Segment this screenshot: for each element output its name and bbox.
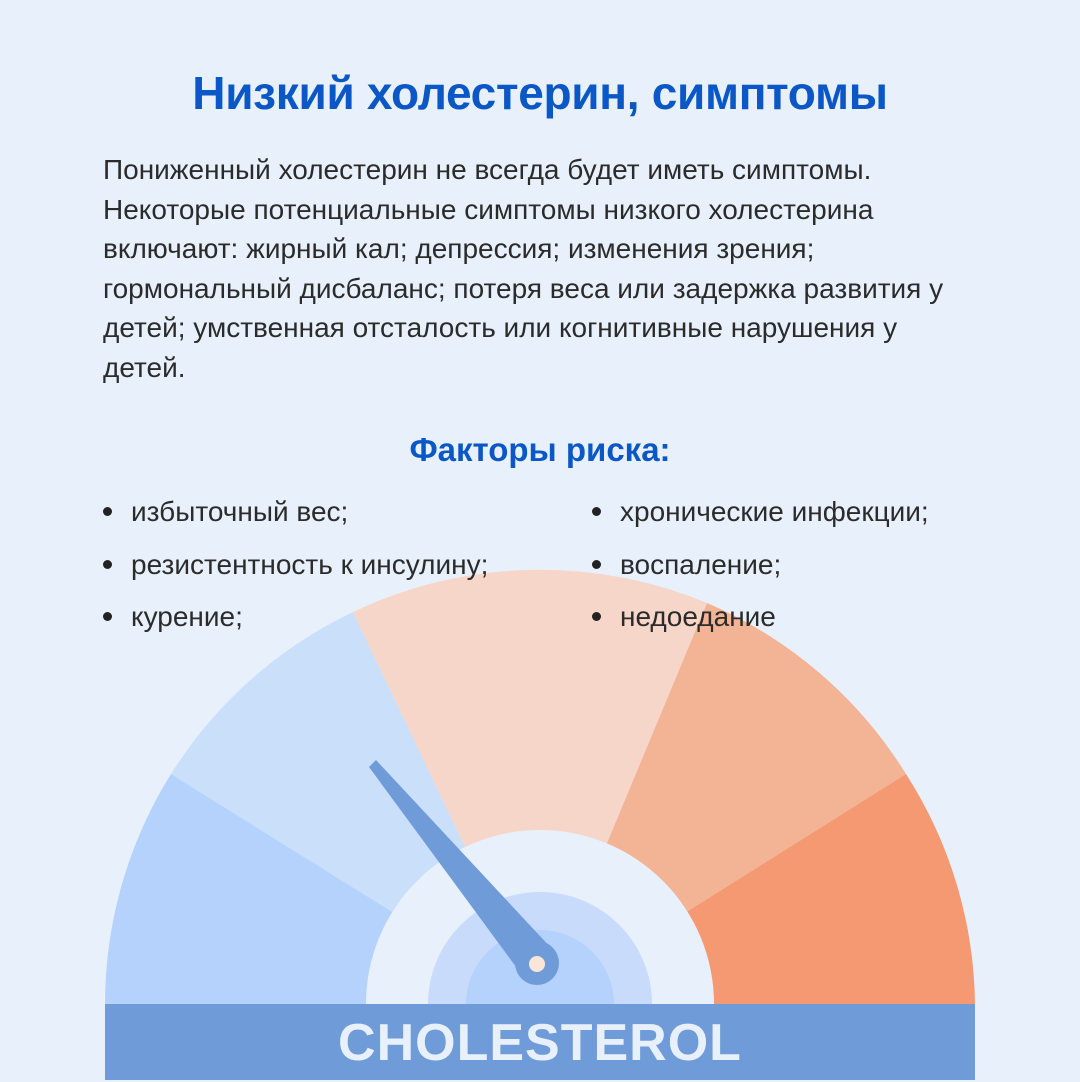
list-item-label: воспаление; [620,548,782,580]
intro-paragraph: Пониженный холестерин не всегда будет иметь симптомы. Некоторые потенциальные симптомы низкого холестерина включают: жирный кал; депрессия; изменения зрения; гормональный дисбаланс; потеря веса или задержка развития у детей; умственная отсталость или когнитивные нарушения у детей. [103,154,944,383]
risk-factors-title: Факторы риска: [409,431,671,468]
list-item-label: хронические инфекции; [620,496,929,527]
bullet-icon [103,560,112,569]
bullet-icon [592,507,601,516]
cholesterol-banner: CHOLESTEROL [105,1004,975,1080]
list-item [592,545,929,598]
gauge-needle-dot [529,956,545,972]
list-item-label: недоедание [620,601,776,632]
risk-factors-list-right [592,492,929,650]
bullet-icon [592,560,601,569]
bullet-icon [103,612,112,621]
list-item [592,492,929,545]
page-title: Низкий холестерин, симптомы [192,67,888,119]
list-item [103,545,488,598]
list-item-label: курение; [131,601,243,632]
list-item-label: избыточный вес; [131,496,349,527]
list-item [592,597,929,650]
list-item [103,597,488,650]
list-item-label: резистентность к инсулину; [131,548,489,580]
bullet-icon [592,612,601,621]
risk-factors-list-left [103,492,488,650]
list-item [103,492,488,545]
bullet-icon [103,507,112,516]
